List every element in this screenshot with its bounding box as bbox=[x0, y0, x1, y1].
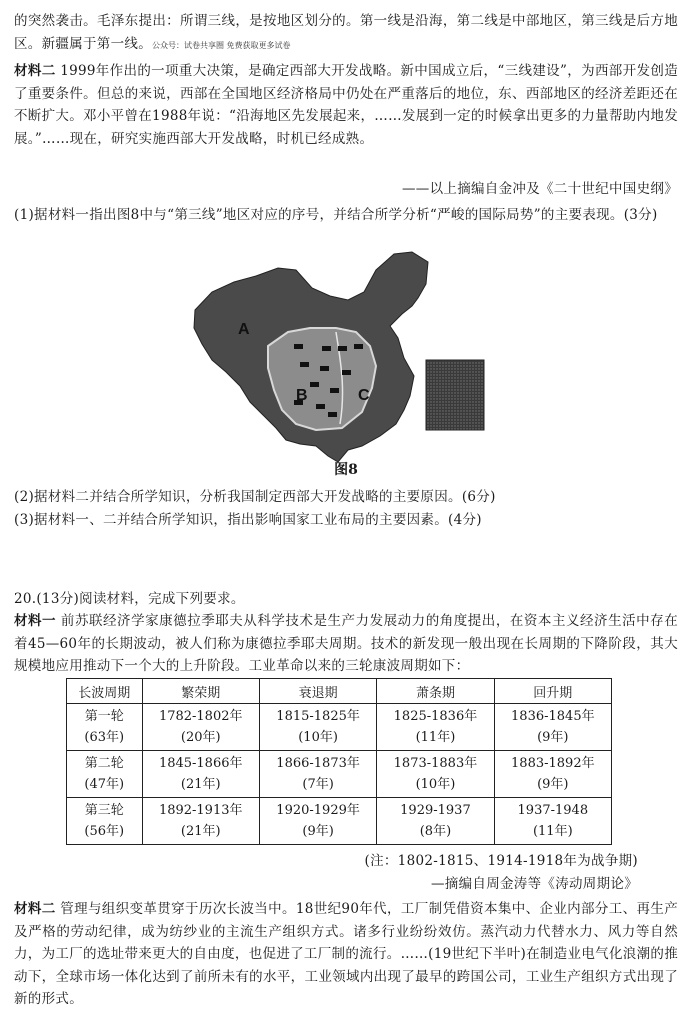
source-citation-1: ——以上摘编自金冲及《二十世纪中国史纲》 bbox=[402, 181, 678, 197]
material-two-west bbox=[14, 60, 678, 150]
table-row bbox=[67, 798, 612, 845]
table-cell: 第一轮 (63年) bbox=[67, 704, 143, 751]
question-1: (1)据材料一指出图8中与“第三线”地区对应的序号，并结合所学分析“严峻的国际局势”的主要表现。(3分) bbox=[14, 207, 658, 223]
table-header-cell: 萧条期 bbox=[377, 679, 494, 704]
material-two-management-text: 管理与组织变革贯穿于历次长波当中。18世纪90年代，工厂制凭借资本集中、企业内部分工、再生产及严格的劳动纪律，成为纺纱业的主流生产组织方式。诸多行业纷纷效仿。蒸汽动力代替水力、风力等自然力，为工厂的选址带来更大的自由度，也促进了工厂制的流行。……(19世纪下半叶)在制造业电气化浪潮的推动下，全球市场一体化达到了前所未有的水平，工业领域内出现了最早的跨国公司，工业生产组织方式出现了新的形式。 bbox=[14, 901, 679, 1007]
material-one-kondratiev bbox=[14, 610, 678, 678]
question-20-heading: 20.(13分)阅读材料，完成下列要求。 bbox=[14, 591, 245, 607]
map-label-b: B bbox=[296, 387, 308, 404]
figure-caption: 图8 bbox=[334, 462, 358, 478]
table-note: (注：1802-1815、1914-1918年为战争期) bbox=[364, 853, 638, 869]
material-one-text: 前苏联经济学家康德拉季耶夫从科学技术是生产力发展动力的角度提出，在资本主义经济生活中存在着45—60年的长期波动，被人们称为康德拉季耶夫周期。技术的新发现一般出现在长周期的下降阶段，其大规模地应用推动下一个大的上升阶段。工业革命以来的三轮康波周期如下： bbox=[14, 613, 678, 674]
table-cell: 1892-1913年 (21年) bbox=[142, 798, 259, 845]
map-label-c: C bbox=[358, 387, 370, 404]
table-cell: 1825-1836年 (11年) bbox=[377, 704, 494, 751]
table-header-cell: 衰退期 bbox=[259, 679, 376, 704]
watermark-text: 公众号：试卷共享圈 免费获取更多试卷 bbox=[152, 40, 291, 50]
table-header-row bbox=[67, 679, 612, 704]
china-map-svg bbox=[190, 248, 520, 463]
south-china-sea-inset bbox=[426, 360, 484, 430]
table-header-cell: 长波周期 bbox=[67, 679, 143, 704]
table-header-cell: 繁荣期 bbox=[142, 679, 259, 704]
material-two-management bbox=[14, 898, 678, 1011]
table-header-cell: 回升期 bbox=[494, 679, 611, 704]
table-cell: 第三轮 (56年) bbox=[67, 798, 143, 845]
table-row bbox=[67, 751, 612, 798]
material-label: 材料一 bbox=[14, 613, 57, 629]
material-label: 材料二 bbox=[14, 901, 56, 917]
table-cell: 1845-1866年 (21年) bbox=[142, 751, 259, 798]
table-row bbox=[67, 704, 612, 751]
map-label-a: A bbox=[238, 321, 250, 338]
paragraph-third-line-text: 的突然袭击。毛泽东提出：所谓三线，是按地区划分的。第一线是沿海，第二线是中部地区，第三线是后方地区。新疆属于第一线。 bbox=[14, 13, 678, 52]
table-cell: 1920-1929年 (9年) bbox=[259, 798, 376, 845]
source-citation-2: —摘编自周金涛等《涛动周期论》 bbox=[431, 876, 638, 892]
table-cell: 1815-1825年 (10年) bbox=[259, 704, 376, 751]
question-3: (3)据材料一、二并结合所学知识，指出影响国家工业布局的主要因素。(4分) bbox=[14, 512, 482, 528]
table-cell: 第二轮 (47年) bbox=[67, 751, 143, 798]
table-cell: 1937-1948 (11年) bbox=[494, 798, 611, 845]
table-cell: 1883-1892年 (9年) bbox=[494, 751, 611, 798]
table-cell: 1782-1802年 (20年) bbox=[142, 704, 259, 751]
paragraph-third-line bbox=[14, 10, 678, 57]
figure-8-map bbox=[190, 248, 520, 463]
question-2: (2)据材料二并结合所学知识，分析我国制定西部大开发战略的主要原因。(6分) bbox=[14, 489, 496, 505]
material-two-text: 1999年作出的一项重大决策，是确定西部大开发战略。新中国成立后，“三线建设”，为西部开发创造了重要条件。但总的来说，西部在全国地区经济格局中仍处在严重落后的地位，东、西部地区的经济差距还在不断扩大。邓小平曾在1988年说：“沿海地区先发展起来，……发展到一定的时候拿出更多的力量帮助内地发展。”……现在，研究实施西部大开发战略，时机已经成熟。 bbox=[14, 63, 678, 147]
table-cell: 1866-1873年 (7年) bbox=[259, 751, 376, 798]
table-cell: 1929-1937 (8年) bbox=[377, 798, 494, 845]
table-cell: 1836-1845年 (9年) bbox=[494, 704, 611, 751]
table-cell: 1873-1883年 (10年) bbox=[377, 751, 494, 798]
material-label: 材料二 bbox=[14, 63, 56, 79]
kondratiev-cycle-table bbox=[66, 678, 612, 845]
